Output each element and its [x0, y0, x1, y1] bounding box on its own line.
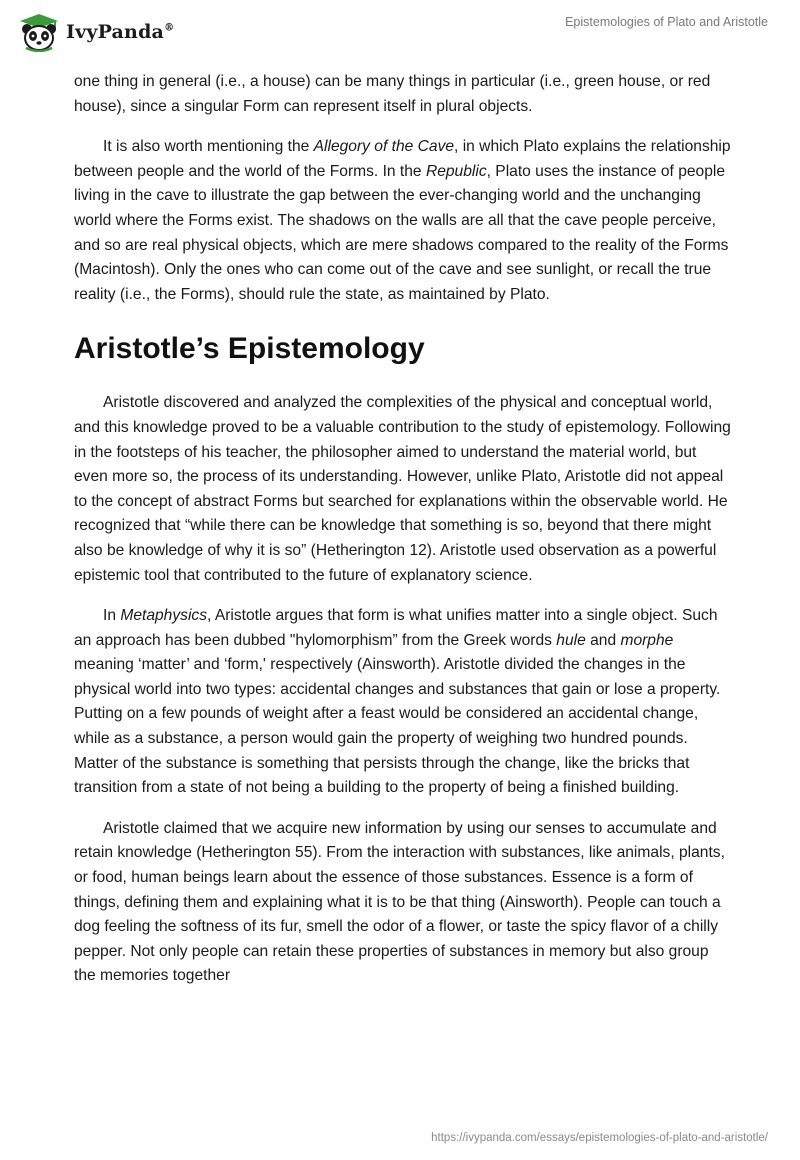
paragraph-allegory: It is also worth mentioning the Allegory of the Cave, in which Plato explains the relationship between people and the world of the Forms. In the Republic, Plato uses the instance of people living in the cave to illustrate the gap between the ever-changing world and the unchanging world where the Forms exist. The shadows on the walls are all that the cave people perceive, and so are real physical objects, which are mere shadows compared to the reality of the Forms (Macintosh). Only the ones who can come out of the cave and see sunlight, or recall the true reality (i.e., the Forms), should rule the state, as maintained by Plato. — [74, 138, 731, 303]
panda-graduate-icon — [18, 12, 60, 52]
ivypanda-logo[interactable] — [18, 12, 174, 52]
brand-name: IvyPanda® — [66, 21, 175, 43]
paragraph-senses: Aristotle claimed that we acquire new information by using our senses to accumulate and retain knowledge (Hetherington 55). From the interaction with substances, like animals, plants, or food, human beings learn about the essence of those substances. Essence is a form of things, defining them and explaining what it is to be that thing (Ainsworth). People can touch a dog feeling the softness of its fur, smell the odor of a flower, or taste the spicy flavor of a chilly pepper. Not only people can retain these properties of substances in memory but also group the memories together — [74, 819, 725, 985]
paragraph-aristotle-intro: Aristotle discovered and analyzed the complexities of the physical and conceptual world, and this knowledge proved to be a valuable contribution to the study of epistemology. Following in the footsteps of his teacher, the philosopher aimed to understand the material world, but even more so, the process of its understanding. However, unlike Plato, Aristotle did not appeal to the concept of abstract Forms but searched for explanations within the observable world. He recognized that “while there can be knowledge that something is so, beyond that there might also be knowledge of why it is so” (Hetherington 12). Aristotle used observation as a powerful epistemic tool that contributed to the future of explanatory science. — [74, 394, 731, 584]
paragraph-metaphysics: In Metaphysics, Aristotle argues that form is what unifies matter into a single object. Such an approach has been dubbed "hylomorphism” from the Greek words hule and morphe meaning ‘matter’ and ‘form,' respectively (Ainsworth). Aristotle divided the changes in the physical world into two types: accidental changes and substances that gain or lose a property. Putting on a few pounds of weight after a feast would be considered an accidental change, while as a substance, a person would gain the property of weighing two hundred pounds. Matter of the substance is something that persists through the change, like the bricks that transition from a state of not being a building to the property of being a finished building. — [74, 607, 721, 797]
essay-body — [74, 70, 734, 1005]
page-header — [0, 0, 800, 62]
source-url[interactable]: https://ivypanda.com/essays/epistemologies-of-plato-and-aristotle/ — [431, 1132, 768, 1144]
paragraph-continued: one thing in general (i.e., a house) can be many things in particular (i.e., green house, or red house), since a singular Form can represent itself in plural objects. — [74, 73, 711, 115]
document-title: Epistemologies of Plato and Aristotle — [565, 15, 768, 29]
section-heading: Aristotle’s Epistemology — [74, 332, 425, 366]
